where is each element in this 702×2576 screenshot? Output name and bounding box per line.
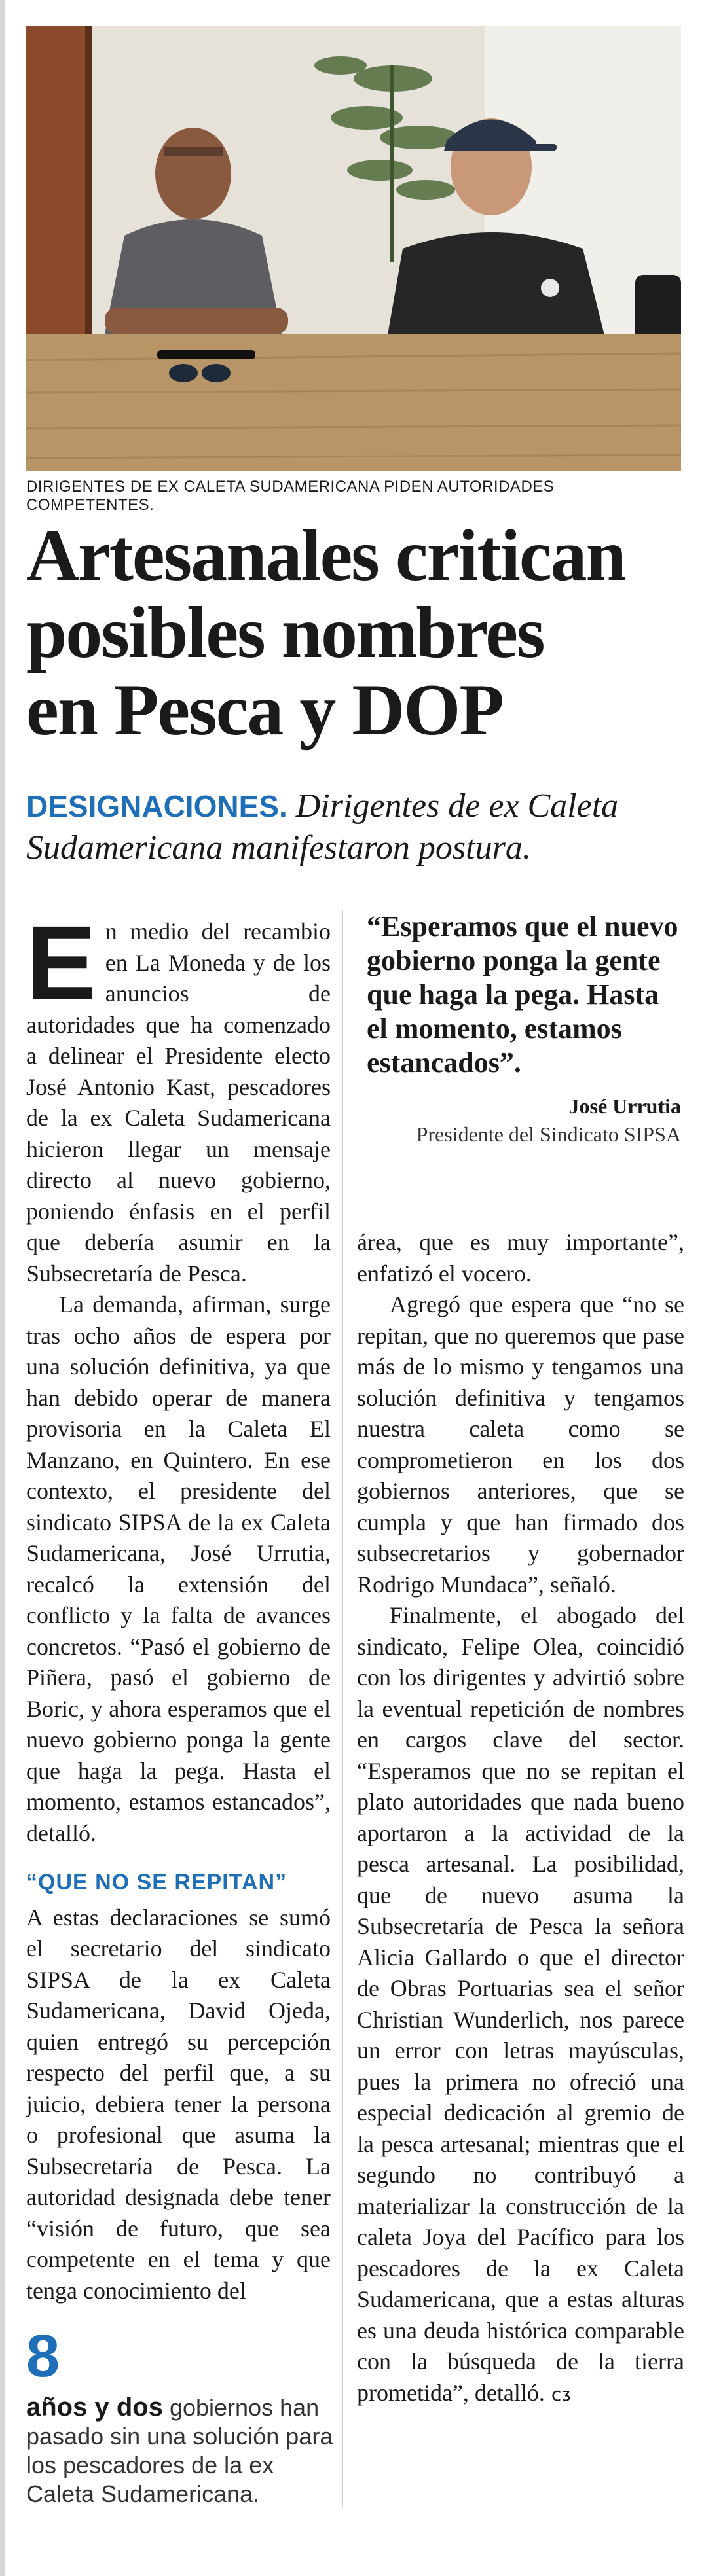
deck <box>26 785 681 869</box>
pull-quote <box>367 910 681 1147</box>
pull-quote-name: José Urrutia <box>568 1094 681 1118</box>
page-margin-rule <box>0 0 5 2576</box>
paragraph-6-wrap <box>357 1600 684 2410</box>
column-divider <box>342 910 343 2507</box>
section-subhead: “QUE NO SE REPITAN” <box>26 1870 287 1895</box>
fact-bold: años y dos <box>26 2393 163 2422</box>
end-mark-icon: ᴄᴣ <box>551 2383 572 2405</box>
paragraph-4: área, que es muy importante”, enfatizó el vocero. <box>357 1229 684 1287</box>
deck-kicker: DESIGNACIONES. <box>26 789 287 823</box>
photo-caption: DIRIGENTES DE EX CALETA SUDAMERICANA PIDEN AUTORIDADES COMPETENTES. <box>26 478 555 514</box>
article-photo <box>26 26 681 471</box>
headline-line-3: en Pesca y DOP <box>26 670 503 751</box>
fact-box <box>26 2323 334 2509</box>
paragraph-2: La demanda, afirman, surge tras ocho años de espera por una solución definitiva, ya que han debido operar de manera provisoria en la Caleta El Manzano, en Quintero. En ese contexto, el presidente del sindicato SIPSA de la ex Caleta Sudamericana, José Urrutia, recalcó la extensión del conflicto y la falta de avances concretos. “Pasó el gobierno de Piñera, pasó el gobierno de Boric, y ahora esperamos que el nuevo gobierno ponga la gente que haga la pega. Hasta el momento, estamos estancados”, detalló. <box>26 1291 331 1846</box>
article-column-left <box>26 904 331 2306</box>
fact-number: 8 <box>26 2323 60 2389</box>
headline <box>26 517 681 749</box>
article-column-right <box>357 1227 684 2410</box>
paragraph-5: Agregó que espera que “no se repitan, que no queremos que pase más de lo mismo y tengamos una solución definitiva y tengamos nuestra caleta como se comprometieron en los dos gobiernos anteriores, que se cumpla y que han firmado dos subsecretarios y gobernador Rodrigo Mundaca”, señaló. <box>357 1291 684 1598</box>
paragraph-3: A estas declaraciones se sumó el secretario del sindicato SIPSA de la ex Caleta Sudamericana, David Ojeda, quien entregó su percepción respecto del perfil que, a su juicio, debiera tener la persona o profesional que asuma la Subsecretaría de Pesca. La autoridad designada debe tener “visión de futuro, que sea competente en el tema y que tenga conocimiento del <box>26 1904 331 2304</box>
paragraph-1-wrap <box>26 904 331 1289</box>
headline-line-1: Artesanales critican <box>26 515 625 596</box>
paragraph-6: Finalmente, el abogado del sindicato, Felipe Olea, coincidió con los dirigentes y advirtió sobre la eventual repetición de nombres en cargos clave del sector. “Esperamos que no se repitan el plato autoridades que nada bueno aportaron a la actividad de la pesca artesanal. La posibilidad, que de nuevo asuma la Subsecretaría de Pesca la señora Alicia Gallardo o que el director de Obras Portuarias sea el señor Christian Wunderlich, nos parece un error con letras mayúsculas, pues la primera no ofreció una especial dedicación al gremio de la pesca artesanal; mientras que el segundo no contribuyó a materializar la construcción de la caleta Joya del Pacífico para los pescadores de la ex Caleta Sudamericana, que a estas alturas es una deuda histórica comparable con la búsqueda de la tierra prometida”, detalló. <box>357 1602 684 2406</box>
paragraph-1: n medio del recambio en La Moneda y de los anuncios de autoridades que ha comenzado a delinear el Presidente electo José Antonio Kast, pescadores de la ex Caleta Sudamericana hicieron llegar un mensaje directo al nuevo gobierno, poniendo énfasis en el perfil que debería asumir en la Subsecretaría de Pesca. <box>26 918 331 1287</box>
pull-quote-text: “Esperamos que el nuevo gobierno ponga la gente que haga la pega. Hasta el momento, estamos estancados”. <box>367 910 678 1079</box>
headline-line-2: posibles nombres <box>26 592 544 673</box>
photo-illustration <box>26 26 681 471</box>
fact-text: gobiernos han pasado sin una solución para los pescadores de la ex Caleta Sudamericana. <box>26 2394 333 2507</box>
deck-text: Dirigentes de ex Caleta Sudamericana manifestaron postura. <box>26 787 619 867</box>
pull-quote-role: Presidente del Sindicato SIPSA <box>416 1122 681 1146</box>
fact-text-wrap <box>26 2393 334 2509</box>
dropcap: E <box>26 904 96 1021</box>
